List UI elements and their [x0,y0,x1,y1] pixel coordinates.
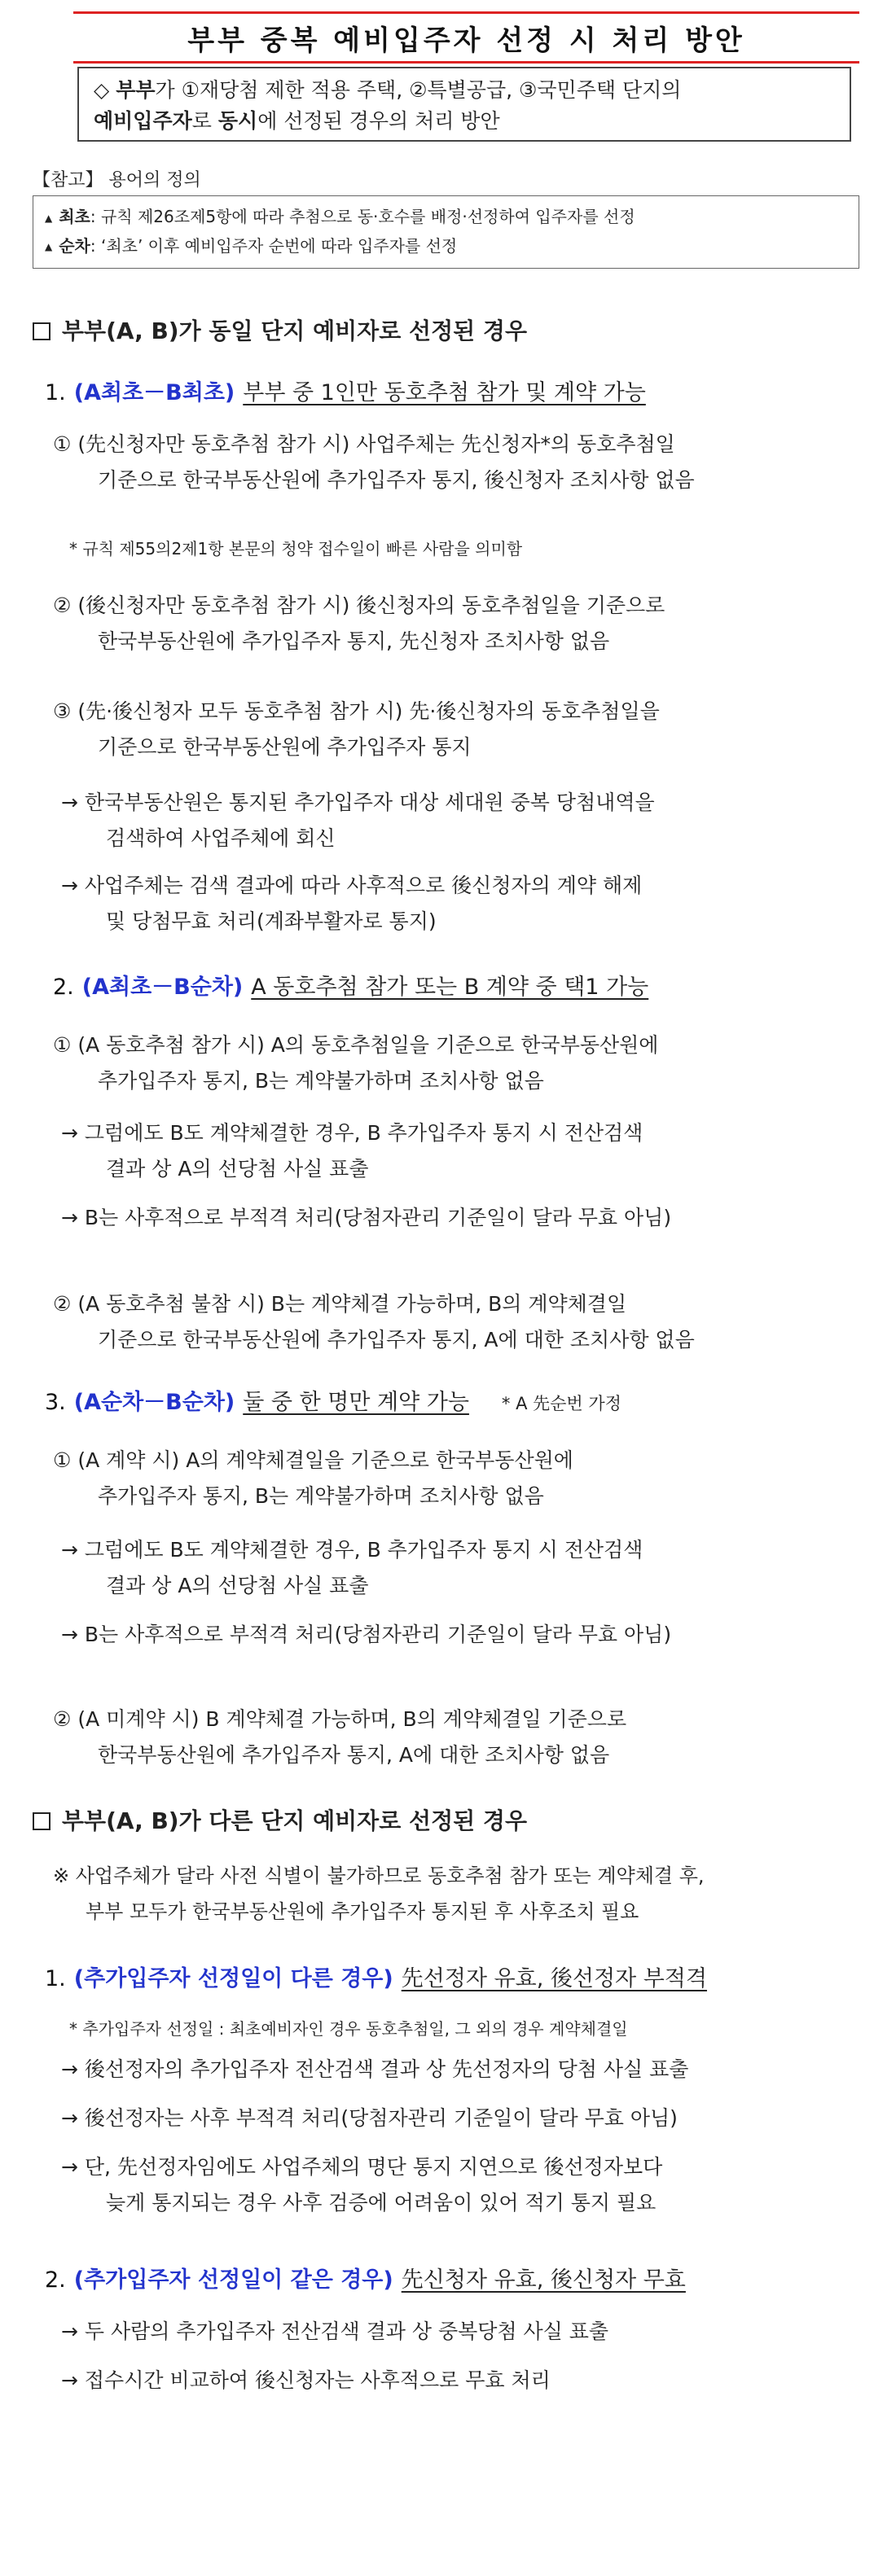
square-bullet-icon [33,322,51,340]
case-heading: 2. (A최초－B순차) A 동호추첨 참가 또는 B 계약 중 택1 가능 [53,975,649,1000]
case-heading: 1. (A최초－B최초) 부부 중 1인만 동호추첨 참가 및 계약 가능 [45,380,646,405]
case-heading: 3. (A순차－B순차) 둘 중 한 명만 계약 가능 * A 先순번 가정 [45,1390,621,1415]
arrow-note: → 접수시간 비교하여 後신청자는 사후적으로 무효 처리 [61,2368,551,2392]
arrow-note: → B는 사후적으로 부적격 처리(당첨자관리 기준일이 달라 무효 아님) [61,1623,672,1646]
section-intro: ※ 사업주체가 달라 사전 식별이 불가하므로 동호추첨 참가 또는 계약체결 후, 부부 모두가 한국부동산원에 추가입주자 통지된 후 사후조치 필요 [53,1864,705,1923]
footnote: * 추가입주자 선정일 : 최초예비자인 경우 동호추첨일, 그 외의 경우 계약체결일 [69,2019,628,2039]
square-bullet-icon [33,1812,51,1830]
triangle-bullet-icon: ▲ [45,241,53,252]
arrow-note: → 두 사람의 추가입주자 전산검색 결과 상 중복당첨 사실 표출 [61,2320,609,2343]
definition-row: ▲ 순차: ‘최초’ 이후 예비입주자 순번에 따라 입주자를 선정 [45,235,458,256]
case-paragraph: ① (A 계약 시) A의 계약체결일을 기준으로 한국부동산원에 추가입주자 통지, B는 계약불가하며 조치사항 없음 [53,1448,573,1508]
section-heading-same-complex: 부부(A, B)가 동일 단지 예비자로 선정된 경우 [33,313,527,346]
footnote: * 규칙 제55의2제1항 본문의 청약 접수일이 빠른 사람을 의미함 [69,539,523,559]
summary-line-1: ◇ 부부가 ①재당첨 제한 적용 주택, ②특별공급, ③국민주택 단지의 [94,78,682,102]
case-paragraph: ③ (先·後신청자 모두 동호추첨 참가 시) 先·後신청자의 동호추첨일을 기준으로 한국부동산원에 추가입주자 통지 [53,699,660,759]
triangle-bullet-icon: ▲ [45,212,53,224]
reference-heading: 【참고】 용어의 정의 [33,170,201,191]
case-paragraph: ② (A 미계약 시) B 계약체결 가능하며, B의 계약체결일 기준으로 한국부동산원에 추가입주자 통지, A에 대한 조치사항 없음 [53,1707,627,1767]
case-paragraph: ② (後신청자만 동호추첨 참가 시) 後신청자의 동호추첨일을 기준으로 한국부동산원에 추가입주자 통지, 先신청자 조치사항 없음 [53,594,665,653]
definition-row: ▲ 최초: 규칙 제26조제5항에 따라 추첨으로 동·호수를 배정·선정하여 입주자를 선정 [45,207,635,226]
case-paragraph: ① (先신청자만 동호추첨 참가 시) 사업주체는 先신청자*의 동호추첨일 기준으로 한국부동산원에 추가입주자 통지, 後신청자 조치사항 없음 [53,432,695,492]
arrow-note: → 사업주체는 검색 결과에 따라 사후적으로 後신청자의 계약 해제 및 당첨무효 처리(계좌부활자로 통지) [61,874,643,933]
summary-box [77,67,851,142]
diamond-icon: ◇ [94,78,110,102]
case-heading: 2. (추가입주자 선정일이 같은 경우) 先신청자 유효, 後신청자 무효 [45,2267,686,2293]
section-heading-different-complex: 부부(A, B)가 다른 단지 예비자로 선정된 경우 [33,1803,527,1836]
case-paragraph: ② (A 동호추첨 불참 시) B는 계약체결 가능하며, B의 계약체결일 기준으로 한국부동산원에 추가입주자 통지, A에 대한 조치사항 없음 [53,1292,695,1352]
arrow-note: → 後선정자의 추가입주자 전산검색 결과 상 先선정자의 당첨 사실 표출 [61,2057,689,2081]
arrow-note: → 後선정자는 사후 부적격 처리(당첨자관리 기준일이 달라 무효 아님) [61,2106,678,2130]
arrow-note: → B는 사후적으로 부적격 처리(당첨자관리 기준일이 달라 무효 아님) [61,1206,672,1229]
definitions-box [33,195,859,269]
arrow-note: → 그럼에도 B도 계약체결한 경우, B 추가입주자 통지 시 전산검색 결과 상 A의 선당첨 사실 표출 [61,1538,643,1597]
case-heading: 1. (추가입주자 선정일이 다른 경우) 先선정자 유효, 後선정자 부적격 [45,1966,707,1991]
arrow-note: → 그럼에도 B도 계약체결한 경우, B 추가입주자 통지 시 전산검색 결과 상 A의 선당첨 사실 표출 [61,1121,643,1181]
case-paragraph: ① (A 동호추첨 참가 시) A의 동호추첨일을 기준으로 한국부동산원에 추가입주자 통지, B는 계약불가하며 조치사항 없음 [53,1033,659,1093]
arrow-note: → 단, 先선정자임에도 사업주체의 명단 통지 지연으로 後선정자보다 늦게 통지되는 경우 사후 검증에 어려움이 있어 적기 통지 필요 [61,2155,663,2215]
summary-line-2: 예비입주자로 동시에 선정된 경우의 처리 방안 [94,109,500,133]
arrow-note: → 한국부동산원은 통지된 추가입주자 대상 세대원 중복 당첨내역을 검색하여 사업주체에 회신 [61,791,655,850]
page-title: 부부 중복 예비입주자 선정 시 처리 방안 [73,11,859,64]
